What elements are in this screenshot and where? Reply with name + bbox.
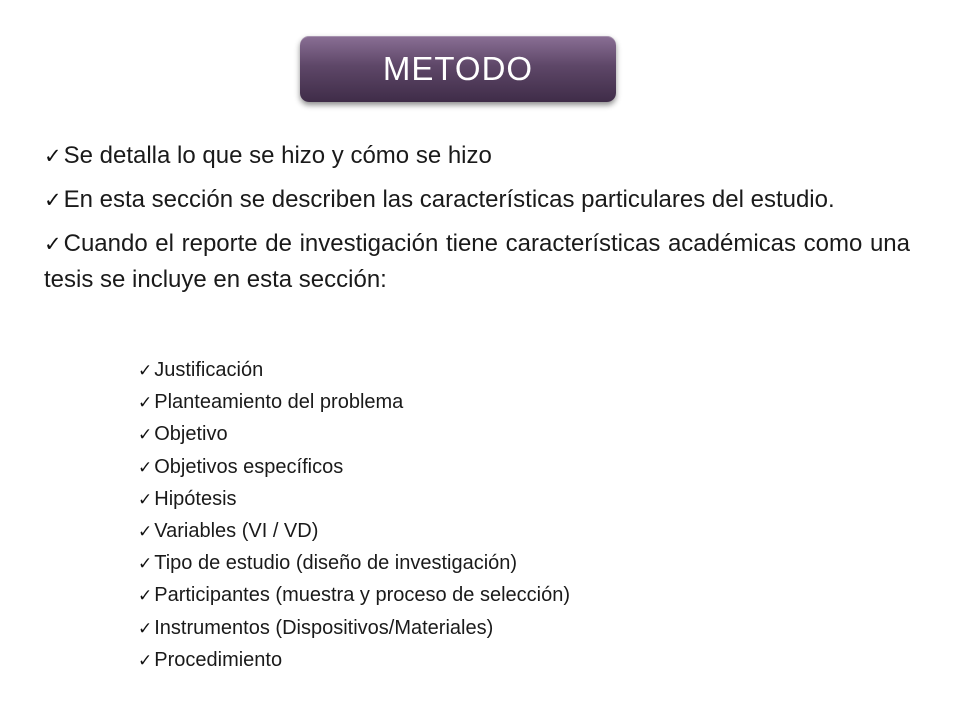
sub-bullet-item xyxy=(138,484,570,516)
sub-bullet-text: Planteamiento del problema xyxy=(154,391,404,414)
sub-bullet-text: Justificación xyxy=(154,359,264,381)
check-mark-icon: ✓ xyxy=(138,425,153,446)
sub-bullet-text: Objetivo xyxy=(154,423,228,446)
sub-bullet-item xyxy=(138,387,570,419)
sub-bullet-item xyxy=(138,419,570,451)
check-mark-icon: ✓ xyxy=(44,144,62,168)
check-mark-icon: ✓ xyxy=(138,393,153,414)
check-mark-icon: ✓ xyxy=(44,232,62,256)
slide-title xyxy=(300,36,616,102)
bullet-text: Cuando el reporte de investigación tiene características académicas como una tesis se incluye en esta sección: xyxy=(44,230,910,293)
slide-title-text: METODO xyxy=(382,50,534,87)
sub-bullet-item xyxy=(138,516,570,548)
sub-bullet-text: Participantes (muestra y proceso de selección) xyxy=(154,584,570,607)
sub-bullet-list xyxy=(138,355,570,677)
check-mark-icon: ✓ xyxy=(138,522,153,543)
sub-bullet-item xyxy=(138,548,570,580)
sub-bullet-text: Variables (VI / VD) xyxy=(154,520,319,543)
sub-bullet-item xyxy=(138,645,570,677)
check-mark-icon: ✓ xyxy=(44,188,62,212)
main-bullet-list xyxy=(44,138,910,306)
bullet-item xyxy=(44,138,910,174)
bullet-text: En esta sección se describen las características particulares del estudio. xyxy=(63,186,835,213)
check-mark-icon: ✓ xyxy=(138,554,153,575)
check-mark-icon: ✓ xyxy=(138,489,153,510)
check-mark-icon: ✓ xyxy=(138,650,153,671)
sub-bullet-text: Tipo de estudio (diseño de investigación) xyxy=(154,552,518,575)
check-mark-icon: ✓ xyxy=(138,361,153,381)
sub-bullet-item xyxy=(138,355,570,387)
sub-bullet-item xyxy=(138,613,570,645)
sub-bullet-text: Hipótesis xyxy=(154,487,237,510)
check-mark-icon: ✓ xyxy=(138,618,153,639)
check-mark-icon: ✓ xyxy=(138,586,153,607)
bullet-item xyxy=(44,182,910,218)
sub-bullet-text: Objetivos específicos xyxy=(154,455,344,478)
sub-bullet-item xyxy=(138,580,570,612)
sub-bullet-text: Instrumentos (Dispositivos/Materiales) xyxy=(154,616,494,639)
bullet-item xyxy=(44,226,910,298)
sub-bullet-text: Procedimiento xyxy=(154,648,283,671)
bullet-text: Se detalla lo que se hizo y cómo se hizo xyxy=(63,142,492,169)
sub-bullet-item xyxy=(138,452,570,484)
check-mark-icon: ✓ xyxy=(138,457,153,478)
